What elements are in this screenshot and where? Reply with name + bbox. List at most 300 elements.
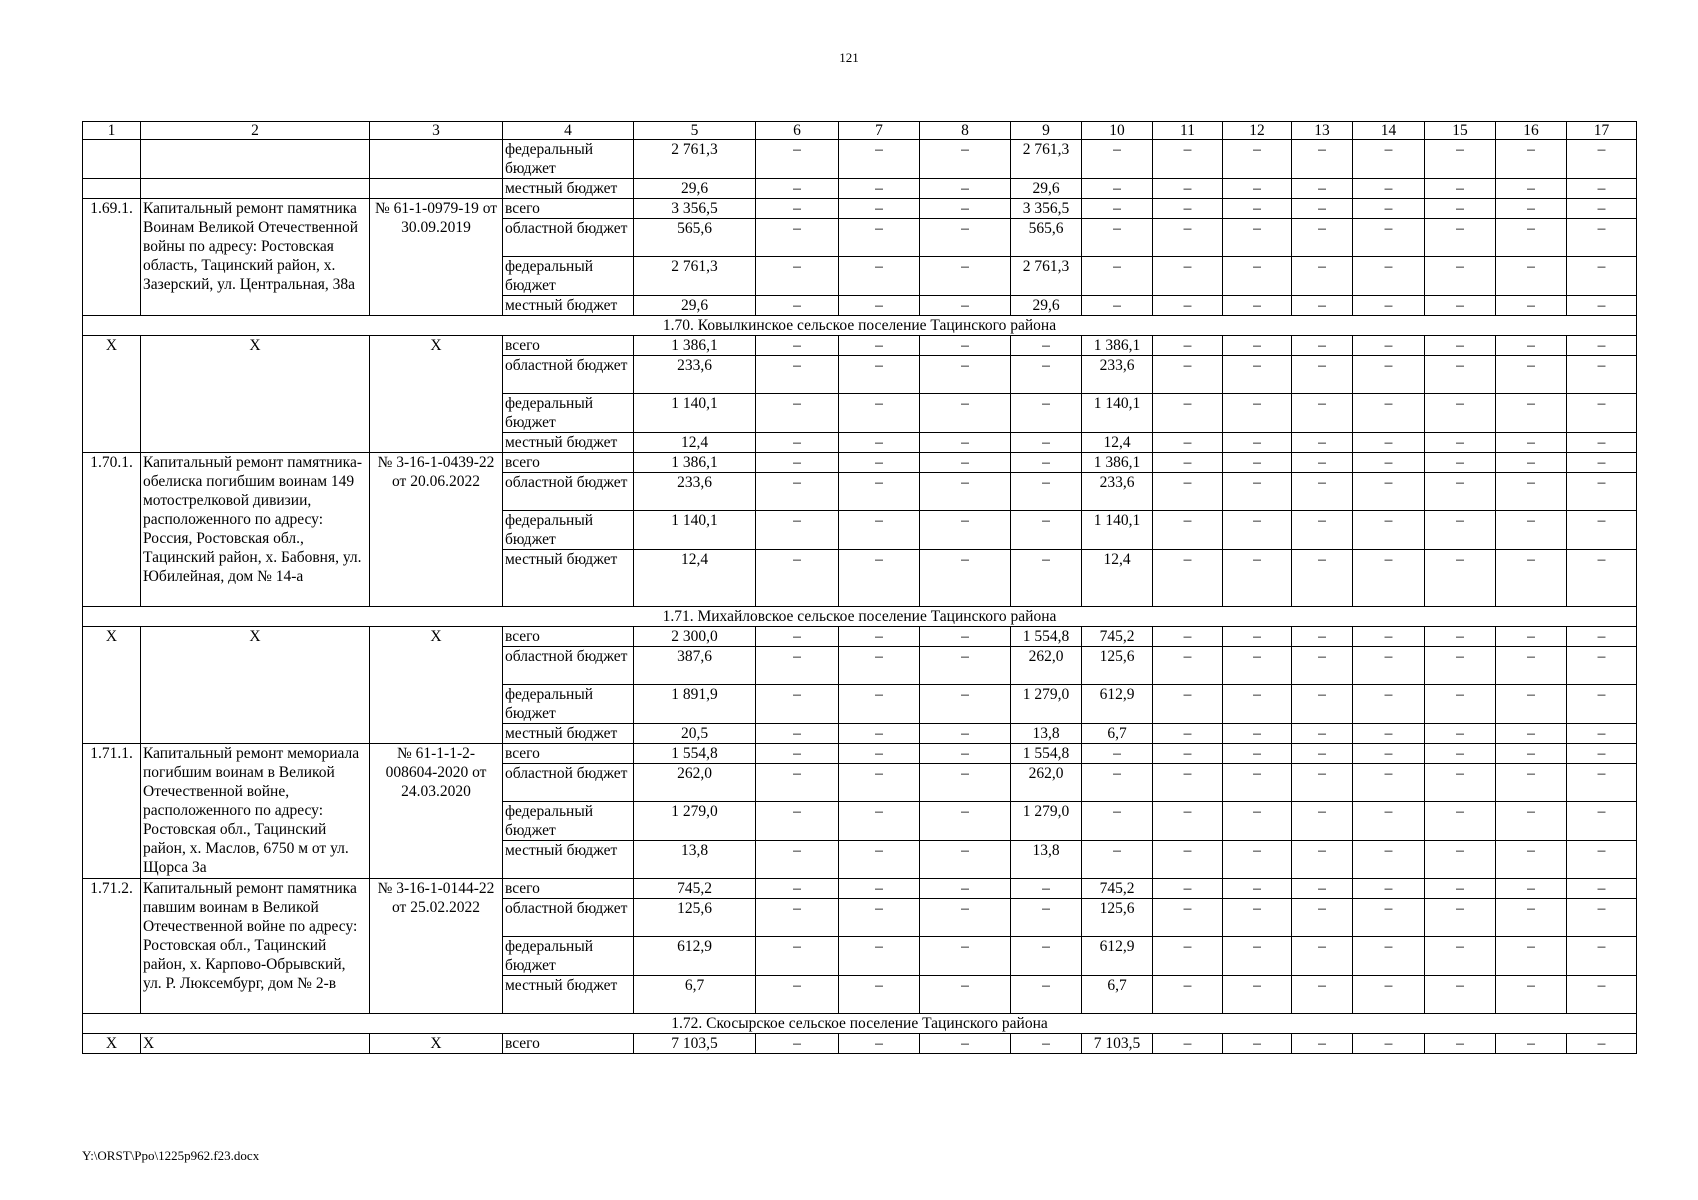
table-row (83, 453, 1637, 473)
value-col-14: – (1353, 257, 1425, 296)
value-col-6: – (756, 550, 839, 607)
value-col-10: – (1082, 802, 1153, 841)
value-col-11: – (1153, 473, 1223, 511)
value-col-9: – (1011, 511, 1082, 550)
value-col-17: – (1567, 744, 1637, 764)
funding-source: областной бюджет (503, 473, 634, 511)
value-col-12: – (1223, 199, 1292, 219)
value-col-6: – (756, 802, 839, 841)
document-number: Х (370, 627, 503, 744)
value-col-7: – (839, 296, 920, 316)
value-col-17: – (1567, 199, 1637, 219)
value-col-12: – (1223, 336, 1292, 356)
value-col-17: – (1567, 647, 1637, 685)
document-number: № 61-1-0979-19 от 30.09.2019 (370, 199, 503, 316)
value-col-8: – (920, 841, 1011, 879)
value-col-16: – (1496, 550, 1567, 607)
column-number-17: 17 (1567, 122, 1637, 140)
value-col-14: – (1353, 179, 1425, 199)
value-col-14: – (1353, 976, 1425, 1014)
value-col-17: – (1567, 219, 1637, 257)
table-row (83, 744, 1637, 764)
document-number: Х (370, 336, 503, 453)
funding-source: местный бюджет (503, 296, 634, 316)
value-col-6: – (756, 336, 839, 356)
funding-source: местный бюджет (503, 841, 634, 879)
value-col-10: – (1082, 257, 1153, 296)
value-col-10: 12,4 (1082, 550, 1153, 607)
value-col-5: 29,6 (634, 179, 756, 199)
value-col-8: – (920, 899, 1011, 937)
column-number-1: 1 (83, 122, 141, 140)
funding-source: всего (503, 453, 634, 473)
value-col-16: – (1496, 1034, 1567, 1054)
value-col-5: 7 103,5 (634, 1034, 756, 1054)
value-col-12: – (1223, 937, 1292, 976)
value-col-11: – (1153, 1034, 1223, 1054)
value-col-6: – (756, 473, 839, 511)
value-col-16: – (1496, 744, 1567, 764)
value-col-7: – (839, 627, 920, 647)
table-row (83, 179, 1637, 199)
value-col-10: 612,9 (1082, 937, 1153, 976)
value-col-13: – (1292, 336, 1353, 356)
object-name (141, 140, 370, 179)
funding-source: всего (503, 199, 634, 219)
value-col-10: 125,6 (1082, 647, 1153, 685)
value-col-13: – (1292, 179, 1353, 199)
value-col-8: – (920, 140, 1011, 179)
column-number-14: 14 (1353, 122, 1425, 140)
value-col-15: – (1425, 802, 1496, 841)
value-col-8: – (920, 976, 1011, 1014)
value-col-14: – (1353, 879, 1425, 899)
value-col-15: – (1425, 685, 1496, 724)
value-col-8: – (920, 764, 1011, 802)
value-col-16: – (1496, 511, 1567, 550)
value-col-9: – (1011, 1034, 1082, 1054)
value-col-16: – (1496, 257, 1567, 296)
value-col-5: 1 554,8 (634, 744, 756, 764)
funding-source: всего (503, 627, 634, 647)
value-col-7: – (839, 841, 920, 879)
value-col-12: – (1223, 356, 1292, 394)
value-col-16: – (1496, 627, 1567, 647)
value-col-7: – (839, 394, 920, 433)
value-col-12: – (1223, 179, 1292, 199)
value-col-15: – (1425, 899, 1496, 937)
value-col-5: 29,6 (634, 296, 756, 316)
value-col-15: – (1425, 724, 1496, 744)
value-col-16: – (1496, 976, 1567, 1014)
value-col-9: 262,0 (1011, 764, 1082, 802)
value-col-8: – (920, 550, 1011, 607)
value-col-12: – (1223, 976, 1292, 1014)
value-col-14: – (1353, 744, 1425, 764)
value-col-13: – (1292, 764, 1353, 802)
value-col-9: – (1011, 453, 1082, 473)
value-col-6: – (756, 140, 839, 179)
value-col-17: – (1567, 937, 1637, 976)
value-col-10: 7 103,5 (1082, 1034, 1153, 1054)
value-col-15: – (1425, 764, 1496, 802)
value-col-12: – (1223, 433, 1292, 453)
value-col-8: – (920, 627, 1011, 647)
column-number-12: 12 (1223, 122, 1292, 140)
value-col-14: – (1353, 647, 1425, 685)
value-col-16: – (1496, 219, 1567, 257)
funding-source: областной бюджет (503, 764, 634, 802)
value-col-6: – (756, 433, 839, 453)
value-col-8: – (920, 937, 1011, 976)
value-col-11: – (1153, 433, 1223, 453)
funding-source: всего (503, 1034, 634, 1054)
value-col-17: – (1567, 802, 1637, 841)
value-col-15: – (1425, 841, 1496, 879)
table-row (83, 140, 1637, 179)
row-number: Х (83, 336, 141, 453)
value-col-17: – (1567, 453, 1637, 473)
column-number-7: 7 (839, 122, 920, 140)
value-col-9: 13,8 (1011, 841, 1082, 879)
value-col-17: – (1567, 879, 1637, 899)
value-col-10: 745,2 (1082, 627, 1153, 647)
value-col-13: – (1292, 724, 1353, 744)
column-number-9: 9 (1011, 122, 1082, 140)
table-row (83, 627, 1637, 647)
value-col-7: – (839, 937, 920, 976)
row-number: Х (83, 1034, 141, 1054)
value-col-12: – (1223, 140, 1292, 179)
footer-file-path: Y:\ORST\Ppo\1225p962.f23.docx (82, 1148, 260, 1163)
value-col-16: – (1496, 336, 1567, 356)
value-col-8: – (920, 724, 1011, 744)
value-col-5: 125,6 (634, 899, 756, 937)
value-col-12: – (1223, 764, 1292, 802)
value-col-8: – (920, 433, 1011, 453)
value-col-9: 1 554,8 (1011, 627, 1082, 647)
value-col-10: – (1082, 140, 1153, 179)
value-col-9: 262,0 (1011, 647, 1082, 685)
value-col-16: – (1496, 199, 1567, 219)
value-col-6: – (756, 744, 839, 764)
value-col-6: – (756, 257, 839, 296)
funding-source: местный бюджет (503, 724, 634, 744)
value-col-5: 612,9 (634, 937, 756, 976)
value-col-12: – (1223, 724, 1292, 744)
value-col-9: 1 554,8 (1011, 744, 1082, 764)
value-col-8: – (920, 296, 1011, 316)
value-col-15: – (1425, 627, 1496, 647)
value-col-16: – (1496, 140, 1567, 179)
value-col-13: – (1292, 356, 1353, 394)
value-col-14: – (1353, 453, 1425, 473)
value-col-16: – (1496, 647, 1567, 685)
value-col-12: – (1223, 394, 1292, 433)
row-number (83, 140, 141, 179)
value-col-10: 612,9 (1082, 685, 1153, 724)
value-col-16: – (1496, 179, 1567, 199)
value-col-9: – (1011, 394, 1082, 433)
column-number-13: 13 (1292, 122, 1353, 140)
value-col-17: – (1567, 841, 1637, 879)
value-col-11: – (1153, 937, 1223, 976)
value-col-15: – (1425, 550, 1496, 607)
row-number: 1.70.1. (83, 453, 141, 607)
value-col-16: – (1496, 841, 1567, 879)
document-number: № 3-16-1-0439-22 от 20.06.2022 (370, 453, 503, 607)
value-col-10: 12,4 (1082, 433, 1153, 453)
value-col-16: – (1496, 724, 1567, 744)
value-col-11: – (1153, 257, 1223, 296)
value-col-16: – (1496, 764, 1567, 802)
value-col-13: – (1292, 627, 1353, 647)
funding-source: местный бюджет (503, 433, 634, 453)
value-col-7: – (839, 976, 920, 1014)
funding-source: федеральный бюджет (503, 685, 634, 724)
value-col-15: – (1425, 473, 1496, 511)
value-col-5: 387,6 (634, 647, 756, 685)
value-col-7: – (839, 179, 920, 199)
table-row (83, 879, 1637, 899)
value-col-17: – (1567, 550, 1637, 607)
value-col-11: – (1153, 453, 1223, 473)
value-col-11: – (1153, 685, 1223, 724)
value-col-17: – (1567, 257, 1637, 296)
value-col-11: – (1153, 140, 1223, 179)
value-col-7: – (839, 433, 920, 453)
value-col-13: – (1292, 550, 1353, 607)
value-col-5: 12,4 (634, 433, 756, 453)
value-col-9: – (1011, 473, 1082, 511)
value-col-10: 6,7 (1082, 724, 1153, 744)
funding-source: местный бюджет (503, 550, 634, 607)
funding-source: федеральный бюджет (503, 937, 634, 976)
value-col-11: – (1153, 550, 1223, 607)
value-col-15: – (1425, 1034, 1496, 1054)
value-col-6: – (756, 647, 839, 685)
object-name (141, 179, 370, 199)
value-col-16: – (1496, 802, 1567, 841)
value-col-5: 1 279,0 (634, 802, 756, 841)
value-col-10: 6,7 (1082, 976, 1153, 1014)
value-col-7: – (839, 199, 920, 219)
value-col-10: 1 140,1 (1082, 511, 1153, 550)
value-col-12: – (1223, 744, 1292, 764)
value-col-9: – (1011, 550, 1082, 607)
value-col-8: – (920, 199, 1011, 219)
value-col-14: – (1353, 764, 1425, 802)
value-col-15: – (1425, 140, 1496, 179)
value-col-6: – (756, 219, 839, 257)
value-col-9: 2 761,3 (1011, 140, 1082, 179)
value-col-6: – (756, 937, 839, 976)
value-col-17: – (1567, 627, 1637, 647)
value-col-10: 233,6 (1082, 356, 1153, 394)
value-col-9: 29,6 (1011, 296, 1082, 316)
value-col-8: – (920, 879, 1011, 899)
value-col-8: – (920, 511, 1011, 550)
value-col-6: – (756, 296, 839, 316)
value-col-10: – (1082, 764, 1153, 802)
value-col-5: 1 140,1 (634, 511, 756, 550)
value-col-14: – (1353, 841, 1425, 879)
value-col-14: – (1353, 219, 1425, 257)
value-col-9: 2 761,3 (1011, 257, 1082, 296)
value-col-6: – (756, 764, 839, 802)
value-col-5: 233,6 (634, 356, 756, 394)
value-col-7: – (839, 219, 920, 257)
value-col-11: – (1153, 724, 1223, 744)
value-col-9: – (1011, 937, 1082, 976)
value-col-6: – (756, 1034, 839, 1054)
value-col-14: – (1353, 356, 1425, 394)
value-col-11: – (1153, 841, 1223, 879)
value-col-9: – (1011, 356, 1082, 394)
value-col-8: – (920, 473, 1011, 511)
value-col-13: – (1292, 879, 1353, 899)
value-col-11: – (1153, 879, 1223, 899)
value-col-11: – (1153, 179, 1223, 199)
value-col-10: – (1082, 841, 1153, 879)
value-col-14: – (1353, 627, 1425, 647)
value-col-14: – (1353, 550, 1425, 607)
funding-source: федеральный бюджет (503, 394, 634, 433)
value-col-9: 1 279,0 (1011, 802, 1082, 841)
value-col-8: – (920, 179, 1011, 199)
value-col-15: – (1425, 394, 1496, 433)
column-number-2: 2 (141, 122, 370, 140)
column-number-6: 6 (756, 122, 839, 140)
value-col-10: 1 140,1 (1082, 394, 1153, 433)
value-col-16: – (1496, 473, 1567, 511)
section-title: 1.72. Скосырское сельское поселение Тацинского района (83, 1014, 1637, 1034)
value-col-17: – (1567, 685, 1637, 724)
row-number: 1.69.1. (83, 199, 141, 316)
value-col-7: – (839, 473, 920, 511)
value-col-10: – (1082, 296, 1153, 316)
value-col-13: – (1292, 841, 1353, 879)
budget-table (82, 121, 1637, 1054)
value-col-15: – (1425, 647, 1496, 685)
value-col-12: – (1223, 453, 1292, 473)
value-col-12: – (1223, 802, 1292, 841)
value-col-15: – (1425, 976, 1496, 1014)
value-col-6: – (756, 179, 839, 199)
value-col-5: 2 761,3 (634, 257, 756, 296)
column-number-16: 16 (1496, 122, 1567, 140)
value-col-9: 13,8 (1011, 724, 1082, 744)
table-row (83, 336, 1637, 356)
value-col-16: – (1496, 937, 1567, 976)
funding-source: всего (503, 336, 634, 356)
value-col-5: 12,4 (634, 550, 756, 607)
value-col-17: – (1567, 511, 1637, 550)
value-col-5: 565,6 (634, 219, 756, 257)
value-col-11: – (1153, 336, 1223, 356)
value-col-16: – (1496, 296, 1567, 316)
funding-source: федеральный бюджет (503, 140, 634, 179)
value-col-17: – (1567, 473, 1637, 511)
value-col-8: – (920, 1034, 1011, 1054)
value-col-7: – (839, 257, 920, 296)
value-col-17: – (1567, 1034, 1637, 1054)
value-col-12: – (1223, 627, 1292, 647)
value-col-5: 13,8 (634, 841, 756, 879)
value-col-17: – (1567, 433, 1637, 453)
value-col-10: 1 386,1 (1082, 336, 1153, 356)
value-col-13: – (1292, 802, 1353, 841)
funding-source: областной бюджет (503, 899, 634, 937)
value-col-16: – (1496, 394, 1567, 433)
value-col-8: – (920, 685, 1011, 724)
column-number-3: 3 (370, 122, 503, 140)
value-col-13: – (1292, 140, 1353, 179)
value-col-6: – (756, 199, 839, 219)
value-col-7: – (839, 511, 920, 550)
value-col-11: – (1153, 744, 1223, 764)
value-col-15: – (1425, 219, 1496, 257)
value-col-11: – (1153, 764, 1223, 802)
row-number: 1.71.1. (83, 744, 141, 879)
value-col-5: 6,7 (634, 976, 756, 1014)
value-col-6: – (756, 627, 839, 647)
value-col-7: – (839, 550, 920, 607)
value-col-9: – (1011, 879, 1082, 899)
object-name: Х (141, 627, 370, 744)
value-col-16: – (1496, 356, 1567, 394)
value-col-8: – (920, 257, 1011, 296)
value-col-14: – (1353, 433, 1425, 453)
value-col-6: – (756, 976, 839, 1014)
section-row (83, 607, 1637, 627)
funding-source: местный бюджет (503, 179, 634, 199)
value-col-15: – (1425, 296, 1496, 316)
value-col-10: – (1082, 179, 1153, 199)
value-col-17: – (1567, 140, 1637, 179)
value-col-17: – (1567, 336, 1637, 356)
value-col-15: – (1425, 199, 1496, 219)
value-col-16: – (1496, 899, 1567, 937)
value-col-17: – (1567, 899, 1637, 937)
value-col-12: – (1223, 899, 1292, 937)
value-col-14: – (1353, 336, 1425, 356)
value-col-14: – (1353, 140, 1425, 179)
value-col-9: 565,6 (1011, 219, 1082, 257)
value-col-6: – (756, 899, 839, 937)
column-number-4: 4 (503, 122, 634, 140)
value-col-13: – (1292, 296, 1353, 316)
table-body (83, 122, 1637, 1054)
value-col-7: – (839, 356, 920, 394)
value-col-17: – (1567, 356, 1637, 394)
value-col-5: 745,2 (634, 879, 756, 899)
object-name: Капитальный ремонт памятника-обелиска погибшим воинам 149 мотострелковой дивизии, расположенного по адресу: Россия, Ростовская обл., Тацинский район, х. Бабовня, ул. Юбилейная, дом № 14-а (141, 453, 370, 607)
value-col-12: – (1223, 841, 1292, 879)
value-col-12: – (1223, 296, 1292, 316)
value-col-10: 1 386,1 (1082, 453, 1153, 473)
column-number-10: 10 (1082, 122, 1153, 140)
value-col-7: – (839, 764, 920, 802)
value-col-16: – (1496, 685, 1567, 724)
value-col-15: – (1425, 744, 1496, 764)
funding-source: федеральный бюджет (503, 257, 634, 296)
value-col-14: – (1353, 1034, 1425, 1054)
column-number-8: 8 (920, 122, 1011, 140)
value-col-13: – (1292, 453, 1353, 473)
value-col-13: – (1292, 744, 1353, 764)
value-col-6: – (756, 879, 839, 899)
